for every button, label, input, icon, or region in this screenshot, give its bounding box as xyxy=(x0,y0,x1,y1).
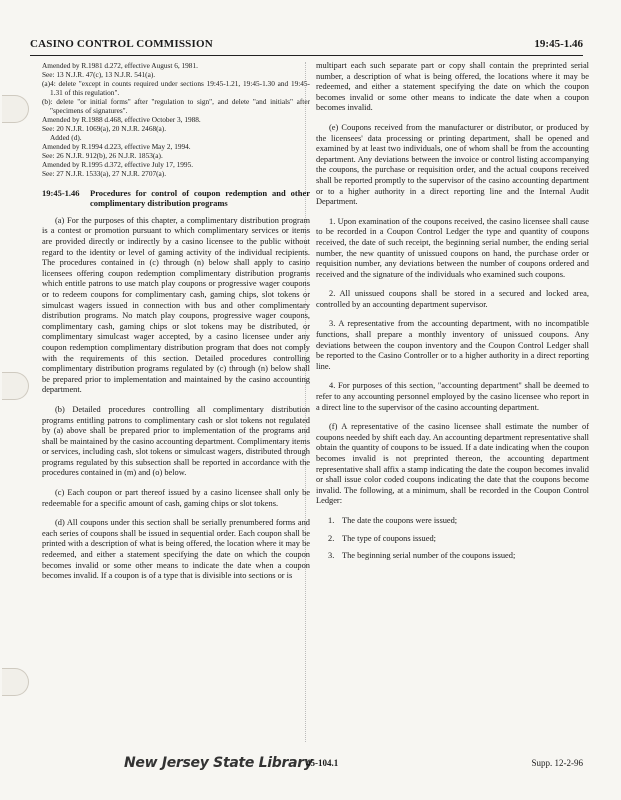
section-title: Procedures for control of coupon redemption and other complimentary distribution programs xyxy=(90,188,310,209)
amendment-line: (b): delete "or initial forms" after "regulation to sign", and delete "and initials" after "specimens of signatures". xyxy=(42,97,310,115)
paragraph-f: (f) A representative of the casino licensee shall estimate the number of coupons needed by shift each day. An accounting department representative shall obtain the quantity of coupons to be issued. If a date indicating when the coupon becomes invalid is not preprinted thereon, the accounting department representative shall affix a stamp indicating the date the coupon becomes invalid or shall issue color coded coupons indicating the date that the coupons become invalid. The following, at a minimum, shall be recorded in the Coupon Control Ledger: xyxy=(316,422,589,506)
amendment-history xyxy=(42,61,310,178)
binder-hole-middle xyxy=(2,372,29,400)
page-footer xyxy=(0,755,621,775)
page-number: 45-104.1 xyxy=(306,758,339,768)
list-item xyxy=(328,534,589,545)
list-text: The type of coupons issued; xyxy=(342,533,436,543)
list-text: The beginning serial number of the coupons issued; xyxy=(342,551,516,561)
list-number: 2. xyxy=(328,533,335,543)
paragraph-e-2: 2. All unissued coupons shall be stored in a secured and locked area, controlled by an accounting department supervisor. xyxy=(316,289,589,309)
section-number: 19:45-1.46 xyxy=(42,188,80,198)
list-item xyxy=(328,551,589,562)
header-rule xyxy=(30,55,583,56)
amendment-line: See: 13 N.J.R. 47(c), 13 N.J.R. 541(a). xyxy=(42,70,156,79)
library-stamp: New Jersey State Library xyxy=(124,755,313,771)
binder-hole-bottom xyxy=(2,668,29,696)
paragraph-d-continued: multipart each such separate part or copy shall contain the preprinted serial number, a description of what is being offered, the locations where it may be redeemed, and either a statement specifying the date on which the coupon becomes invalid or some other means to indicate the date when a coupon becomes invalid. xyxy=(316,61,589,113)
list-number: 1. xyxy=(328,515,335,525)
right-column xyxy=(316,61,589,569)
paragraph-e: (e) Coupons received from the manufacturer or distributor, or produced by the licensees' data processing or printing department, shall be opened and examined by at least two individuals, one of whom shall be from the accounting department. Any deviations between the invoice or control listing accompanying the coupons, the purchase or requisition order, and the actual coupons received shall be reported promptly to the supervisor of the casino accounting department or to a higher authority in a direct reporting line and the Internal Audit Department. xyxy=(316,122,589,207)
amendment-line: Amended by R.1994 d.223, effective May 2, 1994. xyxy=(42,142,191,151)
list-text: The date the coupons were issued; xyxy=(342,515,458,525)
header-title: CASINO CONTROL COMMISSION xyxy=(30,38,213,50)
paragraph-e-1: 1. Upon examination of the coupons received, the casino licensee shall cause to be recorded in a Coupon Control Ledger the type and quantity of coupons received, the date of such receipt, the beginning serial number, the ending serial number, the new quantity of unissued coupons on hand, the purchase order or requisition number, any deviations between the number of coupons ordered and received and the signature of the individuals who examined such coupons. xyxy=(316,216,589,279)
list-item xyxy=(328,516,589,527)
amendment-line: See: 26 N.J.R. 912(b), 26 N.J.R. 1853(a). xyxy=(42,151,163,160)
amendment-line: Amended by R.1995 d.372, effective July 17, 1995. xyxy=(42,160,194,169)
amendment-line: (a)4: delete "except in counts required under sections 19:45-1.21, 19:45-1.30 and 19:45-1.31 of this regulation". xyxy=(42,79,310,97)
amendment-line: Added (d). xyxy=(50,133,82,142)
page-header xyxy=(30,38,583,54)
amendment-line: Amended by R.1981 d.272, effective August 6, 1981. xyxy=(42,61,198,70)
supplement-date: Supp. 12-2-96 xyxy=(531,758,583,768)
left-column xyxy=(42,61,310,591)
paragraph-b: (b) Detailed procedures controlling all complimentary distribution programs entitling patrons to complimentary cash or slot tokens not regulated by (a) above shall be prepared prior to implementation of the programs and shall be maintained by the casino accounting department. Complimentary items or services, including cash, slot tokens or simulcast wagers, distributed through programs regulated by this subsection shall be reported in accordance with the procedures contained in (m) and (o) below. xyxy=(42,404,310,478)
paragraph-e-3: 3. A representative from the accounting department, with no incompatible functions, shall prepare a monthly inventory of unissued coupons. Any deviations between the coupon inventory and the Coupon Control Ledger shall be reported to the Casino Controller or to a higher authority in a direct reporting line. xyxy=(316,319,589,371)
paragraph-e-4: 4. For purposes of this section, "accounting department" shall be deemed to refer to any accounting personnel employed by the casino licensee who report in a direct line to the supervisor of the casino accounting department. xyxy=(316,381,589,412)
amendment-line: Amended by R.1988 d.468, effective October 3, 1988. xyxy=(42,115,201,124)
list-number: 3. xyxy=(328,551,335,561)
section-heading xyxy=(42,188,310,209)
binder-hole-top xyxy=(2,95,29,123)
amendment-line: See: 27 N.J.R. 1533(a), 27 N.J.R. 2707(a). xyxy=(42,169,167,178)
header-section-number: 19:45-1.46 xyxy=(534,38,583,50)
paragraph-c: (c) Each coupon or part thereof issued by a casino licensee shall only be redeemable for a specific amount of cash, gaming chips or slot tokens. xyxy=(42,488,310,508)
paragraph-d: (d) All coupons under this section shall be serially prenumbered forms and each series of coupons shall be issued in sequential order. Each coupon shall be printed with a description of what is being offered, the location where it may be redeemed, and either a statement specifying the date on which the coupon becomes invalid or some other means to indicate the date when a coupon becomes invalid. If a coupon is of a type that is divisible into sections or is xyxy=(42,518,310,581)
paragraph-a: (a) For the purposes of this chapter, a complimentary distribution program is a contest or promotion pursuant to which complimentary services or items are provided directly or indirectly by a casino licensee to the public without regard to the identity or level of gaming activity of the individual recipients. The procedures contained in (c) through (n) below shall apply to casino licensees offering coupon redemption complimentary distribution programs which entitle patrons to use match play coupons or progressive wager coupons or to redeem coupons for complimentary cash, gaming chips, slot tokens or simulcast wagers issued in connection with bus and other complimentary distribution programs. No match play coupons, progressive wager coupons, complimentary cash, gaming chips or slot tokens may be distributed, or complimentary simulcast wager accepted, by a casino licensee under any coupon redemption complimentary distribution program that does not comply with the requirements of this section. Detailed procedures controlling complimentary distribution programs regulated by (c) through (n) below shall be prepared prior to implementation and maintained by the casino accounting department. xyxy=(42,215,310,395)
amendment-line: See: 20 N.J.R. 1069(a), 20 N.J.R. 2468(a). xyxy=(42,124,167,133)
